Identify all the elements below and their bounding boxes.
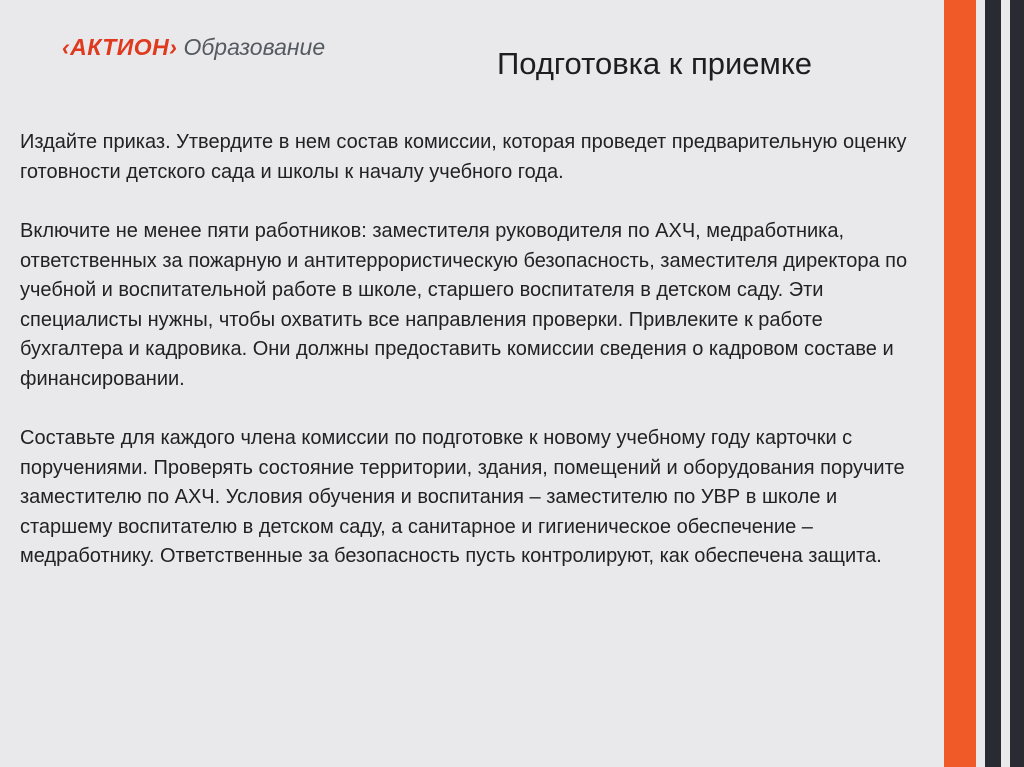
logo-subtitle: Образование [183,34,326,60]
paragraph-2: Включите не менее пяти работников: заместителя руководителя по АХЧ, медработника, ответственных за пожарную и антитеррористическую безопасность, заместителя директора по учебной и воспитательной работе в школе, старшего воспитателя в детском саду. Эти специалисты нужны, чтобы охватить все направления проверки. Привлеките к работе бухгалтера и кадровика. Они должны предоставить комиссии сведения о кадровом составе и финансировании. [20,220,908,390]
slide-body [20,128,920,602]
aktion-logo [62,36,325,59]
paragraph-1: Издайте приказ. Утвердите в нем состав комиссии, которая проведет предварительную оценку готовности детского сада и школы к началу учебного года. [20,131,907,183]
logo-brand: ‹АКТИОН› [62,34,178,60]
dark-accent-stripe-2 [1010,0,1024,767]
slide-title: Подготовка к приемке [497,46,812,81]
paragraph-3: Составьте для каждого члена комиссии по подготовке к новому учебному году карточки с поручениями. Проверять состояние территории, здания, помещений и оборудования поручите заместителю по АХЧ. Условия обучения и воспитания – заместителю по УВР в школе и старшему воспитателю в детском саду, а санитарное и гигиеническое обеспечение – медработнику. Ответственные за безопасность пусть контролируют, как обеспечена защита. [20,427,905,567]
dark-accent-stripe [985,0,1001,767]
orange-accent-stripe [944,0,976,767]
